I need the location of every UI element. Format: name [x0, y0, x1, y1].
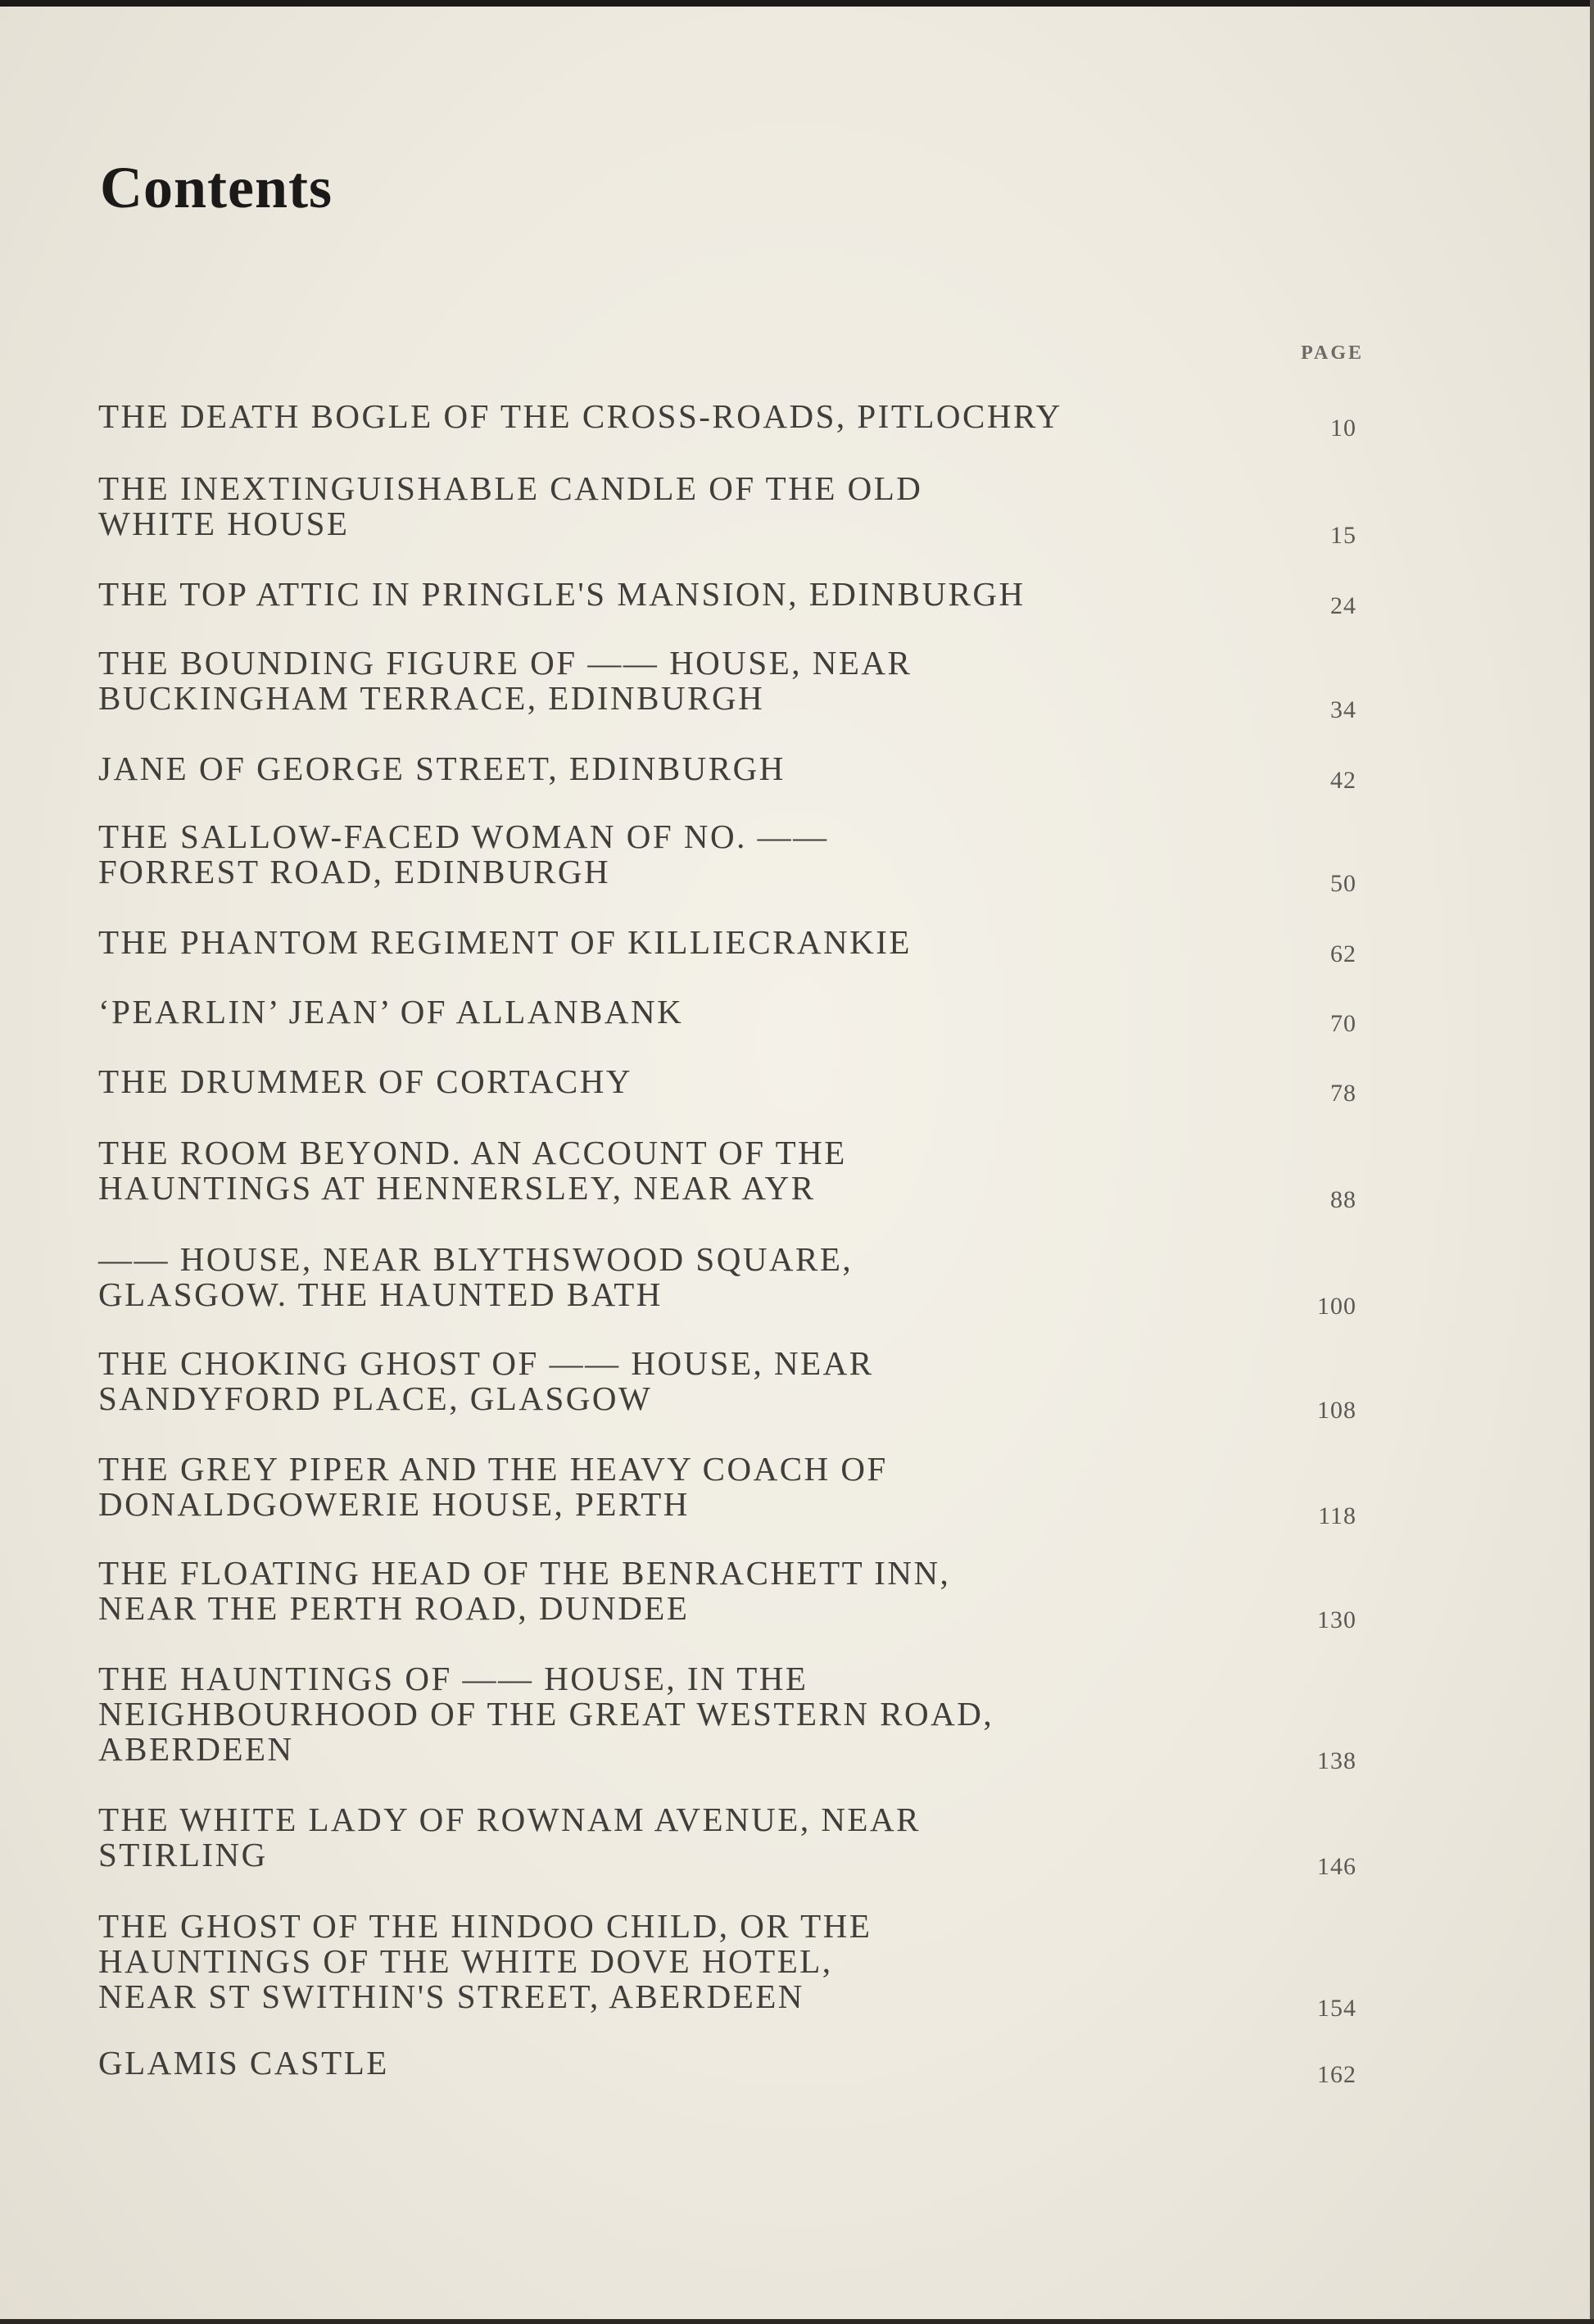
toc-entry-title: JANE OF GEORGE STREET, EDINBURGH — [98, 750, 786, 787]
toc-entry — [98, 1134, 1360, 1213]
toc-entry — [98, 469, 1360, 549]
toc-entry — [98, 1660, 1360, 1774]
toc-entry-page: 15 — [1330, 522, 1356, 549]
page-title: Contents — [100, 155, 333, 220]
toc-entry-title: THE FLOATING HEAD OF THE BENRACHETT INN, NEAR THE PERTH ROAD, DUNDEE — [98, 1554, 951, 1627]
toc-entry-title: THE GREY PIPER AND THE HEAVY COACH OF DONALDGOWERIE HOUSE, PERTH — [98, 1450, 888, 1523]
page-column-label: PAGE — [1301, 342, 1364, 364]
toc-entry-page: 118 — [1318, 1502, 1356, 1529]
toc-entry-title: —— HOUSE, NEAR BLYTHSWOOD SQUARE, GLASGOW. THE HAUNTED BATH — [98, 1240, 854, 1313]
toc-entry-title: THE SALLOW-FACED WOMAN OF NO. —— FORREST ROAD, EDINBURGH — [98, 818, 829, 890]
page-right-shadow — [1590, 0, 1594, 2324]
toc-entry-title: THE INEXTINGUISHABLE CANDLE OF THE OLD WHITE HOUSE — [98, 469, 923, 542]
toc-entry-title: THE GHOST OF THE HINDOO CHILD, OR THE HAUNTINGS OF THE WHITE DOVE HOTEL, NEAR ST SWITHIN'S STREET, ABERDEEN — [98, 1907, 872, 2015]
toc-entry-page: 50 — [1330, 870, 1356, 897]
toc-entry-page: 88 — [1330, 1186, 1356, 1213]
toc-entry-page: 130 — [1317, 1606, 1356, 1633]
toc-entry-title: THE WHITE LADY OF ROWNAM AVENUE, NEAR STIRLING — [98, 1801, 921, 1873]
toc-entry-page: 34 — [1330, 696, 1356, 723]
toc-entry-page: 62 — [1330, 940, 1356, 967]
toc-entry — [98, 1907, 1360, 2022]
toc-entry — [98, 818, 1360, 897]
toc-entry — [98, 923, 1360, 967]
toc-entry-page: 100 — [1317, 1293, 1356, 1320]
toc-entry-page: 78 — [1330, 1080, 1356, 1107]
toc-entry-title: THE DEATH BOGLE OF THE CROSS-ROADS, PITLOCHRY — [98, 397, 1062, 435]
toc-entry-page: 138 — [1317, 1747, 1356, 1774]
toc-entry-page: 10 — [1330, 415, 1356, 442]
toc-entry — [98, 1801, 1360, 1880]
toc-entry — [98, 1062, 1360, 1107]
toc-entry-title: THE CHOKING GHOST OF —— HOUSE, NEAR SANDYFORD PLACE, GLASGOW — [98, 1344, 874, 1417]
toc-entry-page: 154 — [1317, 1995, 1356, 2022]
toc-entry-title: THE TOP ATTIC IN PRINGLE'S MANSION, EDINBURGH — [98, 575, 1026, 613]
toc-entry — [98, 1344, 1360, 1424]
toc-entry — [98, 644, 1360, 723]
toc-entry — [98, 1554, 1360, 1633]
toc-entry — [98, 575, 1360, 619]
toc-entry-page: 146 — [1317, 1853, 1356, 1880]
toc-entry-page: 70 — [1330, 1010, 1356, 1037]
page-bottom-shadow — [0, 2319, 1594, 2324]
toc-entry — [98, 397, 1360, 442]
toc-entry — [98, 2044, 1360, 2088]
toc-entry-title: THE DRUMMER OF CORTACHY — [98, 1062, 632, 1100]
toc-entry-title: THE PHANTOM REGIMENT OF KILLIECRANKIE — [98, 923, 912, 961]
page-top-shadow — [0, 0, 1594, 7]
toc-entry-title: THE BOUNDING FIGURE OF —— HOUSE, NEAR BUCKINGHAM TERRACE, EDINBURGH — [98, 644, 912, 717]
toc-entry-title: THE HAUNTINGS OF —— HOUSE, IN THE NEIGHBOURHOOD OF THE GREAT WESTERN ROAD, ABERDEEN — [98, 1660, 994, 1768]
toc-entry-page: 24 — [1330, 592, 1356, 619]
toc-entry — [98, 993, 1360, 1037]
toc-entry-title: GLAMIS CASTLE — [98, 2044, 389, 2082]
toc-entry-page: 42 — [1330, 767, 1356, 794]
toc-entry-title: ‘PEARLIN’ JEAN’ OF ALLANBANK — [98, 993, 684, 1031]
toc-entry — [98, 750, 1360, 794]
toc-entry-page: 162 — [1317, 2061, 1356, 2088]
toc-entry-page: 108 — [1317, 1397, 1356, 1424]
toc-entry — [98, 1240, 1360, 1320]
toc-entry-title: THE ROOM BEYOND. AN ACCOUNT OF THE HAUNTINGS AT HENNERSLEY, NEAR AYR — [98, 1134, 847, 1207]
toc-entry — [98, 1450, 1360, 1529]
